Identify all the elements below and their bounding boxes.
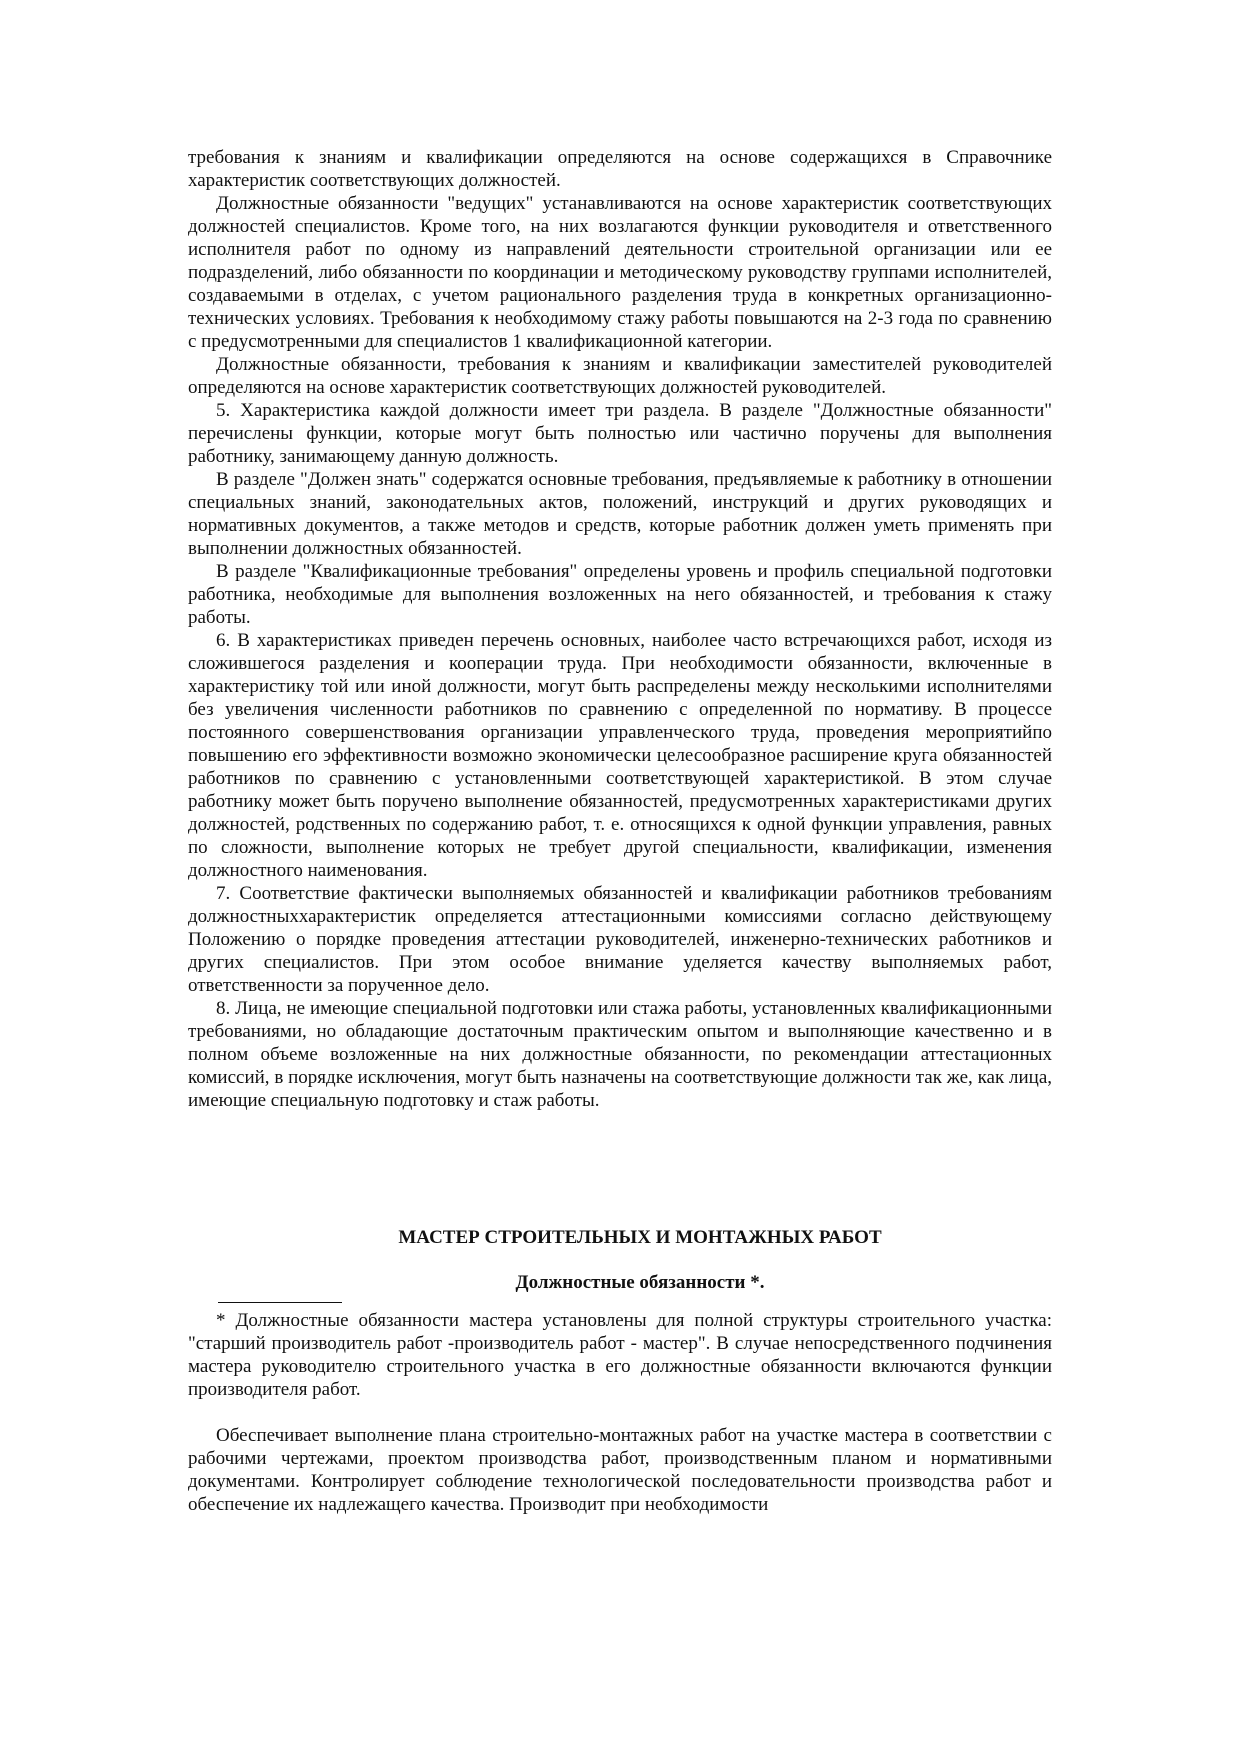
paragraph-qualification-requirements: требования к знаниям и квалификации определяются на основе содержащихся в Справочнике характеристик соответствующих должностей. — [188, 147, 1052, 191]
paragraph-item-7: 7. Соответствие фактически выполняемых обязанностей и квалификации работников требованиям должностныххарактеристик определяется аттестационными комиссиями согласно действующему Положению о порядке проведения аттестации руководителей, инженерно-технических работников и других специалистов. При этом особое внимание уделяется качеству выполняемых работ, ответственности за порученное дело. — [188, 883, 1052, 996]
paragraph-qualification-section: В разделе "Квалификационные требования" определены уровень и профиль специальной подготовки работника, необходимые для выполнения возложенных на него обязанностей, и требования к стажу работы. — [188, 561, 1052, 628]
section-subtitle: Должностные обязанности *. — [515, 1272, 765, 1293]
section-title: МАСТЕР СТРОИТЕЛЬНЫХ И МОНТАЖНЫХ РАБОТ — [398, 1227, 882, 1248]
paragraph-must-know: В разделе "Должен знать" содержатся основные требования, предъявляемые к работнику в отношении специальных знаний, законодательных актов, положений, инструкций и других руководящих и нормативных документов, а также методов и средств, которые работник должен уметь применять при выполнении должностных обязанностей. — [188, 469, 1052, 559]
section-spacer — [188, 1112, 1052, 1226]
paragraph-master-duties: Обеспечивает выполнение плана строительно-монтажных работ на участке мастера в соответствии с рабочими чертежами, проектом производства работ, производственным планом и нормативными документами. Контролирует соблюдение технологической последовательности производства работ и обеспечение их надлежащего качества. Производит при необходимости — [188, 1425, 1052, 1515]
paragraph-item-5: 5. Характеристика каждой должности имеет три раздела. В разделе "Должностные обязанности" перечислены функции, которые могут быть полностью или частично поручены для выполнения работнику, занимающему данную должность. — [188, 400, 1052, 467]
paragraph-leading-duties: Должностные обязанности "ведущих" устанавливаются на основе характеристик соответствующих должностей специалистов. Кроме того, на них возлагаются функции руководителя и ответственного исполнителя работ по одному из направлений деятельности строительной организации или ее подразделений, либо обязанности по координации и методическому руководству группами исполнителей, создаваемыми в отделах, с учетом рационального разделения труда в конкретных организационно-технических условиях. Требования к необходимому стажу работы повышаются на 2-3 года по сравнению с предусмотренными для специалистов 1 квалификационной категории. — [188, 193, 1052, 352]
document-page — [188, 146, 1052, 1516]
paragraph-deputy-duties: Должностные обязанности, требования к знаниям и квалификации заместителей руководителей определяются на основе характеристик соответствующих должностей руководителей. — [188, 354, 1052, 398]
paragraph-item-6: 6. В характеристиках приведен перечень основных, наиболее часто встречающихся работ, исходя из сложившегося разделения и кооперации труда. При необходимости обязанности, включенные в характеристику той или иной должности, могут быть распределены между несколькими исполнителями без увеличения численности работников по сравнению с определенной по нормативу. В процессе постоянного совершенствования организации управленческого труда, проведения мероприятийпо повышению его эффективности возможно экономически целесообразное расширение круга обязанностей работников по сравнению с установленными соответствующей характеристикой. В этом случае работнику может быть поручено выполнение обязанностей, предусмотренных характеристиками других должностей, родственных по содержанию работ, т. е. относящихся к одной функции управления, равных по сложности, выполнение которых не требует другой специальности, квалификации, изменения должностного наименования. — [188, 630, 1052, 881]
paragraph-spacer — [188, 1401, 1052, 1424]
footnote: * Должностные обязанности мастера установлены для полной структуры строительного участка: "старший производитель работ -производитель работ - мастер". В случае непосредственного подчинения мастера руководителю строительного участка в его должностные обязанности включаются функции производителя работ. — [188, 1310, 1052, 1400]
paragraph-item-8: 8. Лица, не имеющие специальной подготовки или стажа работы, установленных квалификационными требованиями, но обладающие достаточным практическим опытом и выполняющие качественно и в полном объеме возложенные на них должностные обязанности, по рекомендации аттестационных комиссий, в порядке исключения, могут быть назначены на соответствующие должности так же, как лица, имеющие специальную подготовку и стаж работы. — [188, 998, 1052, 1111]
footnote-separator — [218, 1302, 342, 1303]
